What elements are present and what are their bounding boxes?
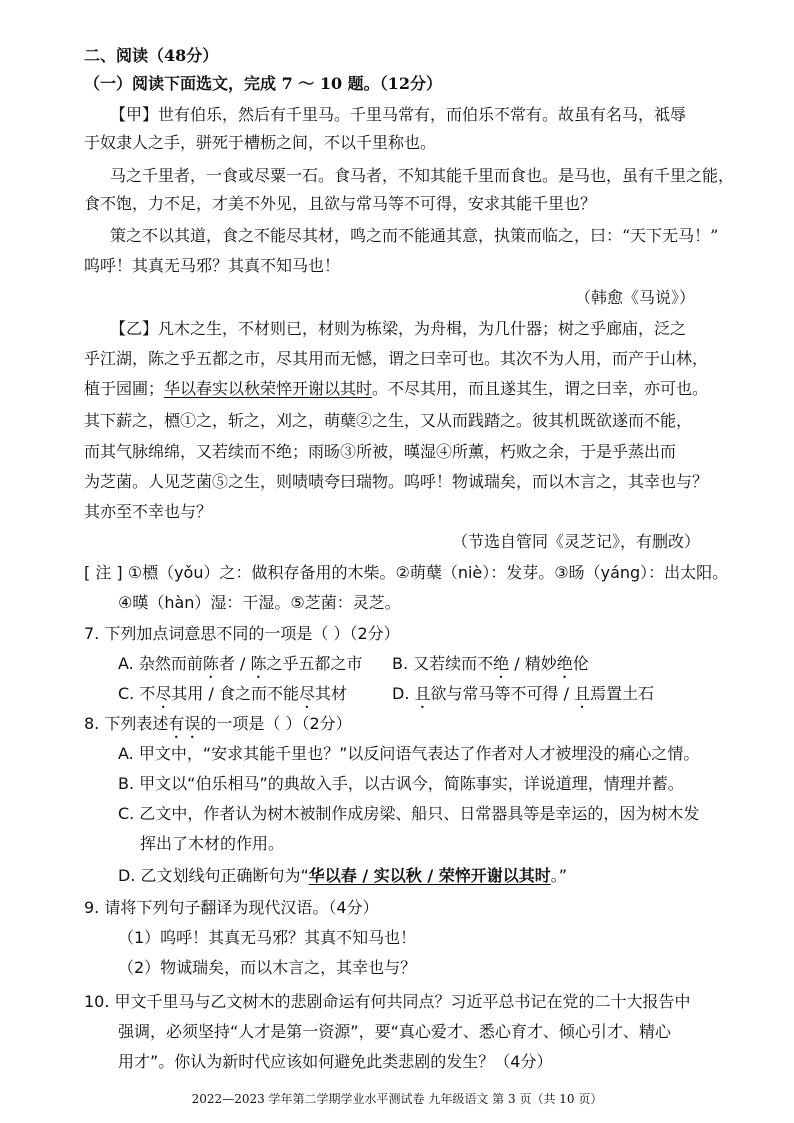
q8-stem: 8. 下列表述有误的一项是（ ）（2分） <box>84 714 352 733</box>
q7-d-dotted-word-2: 且 <box>574 684 591 703</box>
q7-option-a: A. 杂然而前陈者 / 陈之乎五都之市 <box>118 654 363 673</box>
yi-line4: 其下薪之，槱①之，斩之，刈之，萌蘖②之生，又从而践踏之。彼其机既欲遂而不能， <box>84 411 693 430</box>
q8-option-b: B. 甲文以“伯乐相马”的典故入手，以古讽今，简陈事实，详说道理，情理并蓄。 <box>118 774 684 793</box>
q7-d-dotted-word-1: 且 <box>414 684 431 703</box>
jia-p3-line1: 策之不以其道，食之不能尽其材，鸣之而不能通其意，执策而临之，曰：“天下无马！” <box>110 226 719 245</box>
yi-line1: 【乙】凡木之生，不材则已，材则为栋梁，为舟楫，为几什器；树之乎廊庙，泛之 <box>110 319 687 338</box>
q10-line3: 用才”。你认为新时代应该如何避免此类悲剧的发生？（4分） <box>118 1052 553 1071</box>
q7-c-dotted-word-1: 尽 <box>155 684 172 703</box>
q8-dotted-char-1: 有 <box>168 714 185 733</box>
q7-c-dotted-word-2: 尽 <box>298 684 315 703</box>
q9-stem: 9. 请将下列句子翻译为现代汉语。（4分） <box>84 898 379 917</box>
q9-sentence-1: （1）呜呼！其真无马邪？其真不知马也！ <box>118 928 417 947</box>
part1-title: （一）阅读下面选文，完成 7 ～ 10 题。（12分） <box>84 74 442 93</box>
q8-option-d: D. 乙文划线句正确断句为“华以春 / 实以秋 / 荣悴开谢以其时。” <box>118 866 568 885</box>
yi-source: （节选自管同《灵芝记》，有删改） <box>452 532 701 551</box>
yi-underlined-sentence: 华以春实以秋荣悴开谢以其时 <box>164 379 373 398</box>
q7-stem: 7. 下列加点词意思不同的一项是（ ）（2分） <box>84 624 400 643</box>
jia-p3-line2: 呜呼！其真无马邪？其真不知马也！ <box>84 256 341 275</box>
page-footer: 2022—2023 学年第二学期学业水平测试卷 九年级语文 第 3 页（共 10 页） <box>191 1092 603 1106</box>
q7-option-c: C. 不尽其用 / 食之而不能尽其材 <box>118 684 347 703</box>
q8-option-c-line2: 挥出了木材的作用。 <box>140 834 285 853</box>
jia-p2-line2: 食不饱，力不足，才美不外见，且欲与常马等不可得，安求其能千里也？ <box>84 194 597 213</box>
q8-d-underlined-answer: 华以春 / 实以秋 / 荣悴开谢以其时 <box>308 866 551 885</box>
jia-p2-line1: 马之千里者，一食或尽粟一石。食马者，不知其能千里而食也。是马也，虽有千里之能， <box>110 166 735 185</box>
yi-line5: 而其气脉绵绵，又若续而不绝；雨旸③所被，暵湿④所薰，朽败之余，于是乎蒸出而 <box>84 442 677 461</box>
q7-option-d: D. 且欲与常马等不可得 / 且焉置土石 <box>392 684 655 703</box>
q9-sentence-2: （2）物诚瑞矣，而以木言之，其幸也与？ <box>118 958 417 977</box>
q8-option-c-line1: C. 乙文中，作者认为树木被制作成房梁、船只、日常器具等是幸运的，因为树木发 <box>118 804 700 823</box>
jia-source: （韩愈《马说》） <box>575 288 696 307</box>
q7-b-dotted-word-2: 绝 <box>556 654 573 673</box>
yi-line7: 其亦至不幸也与？ <box>84 502 213 521</box>
q7-a-dotted-word-1: 陈 <box>202 654 219 673</box>
q10-line2: 强调，必须坚持“人才是第一资源”，要“真心爱才、悉心育才、倾心引才、精心 <box>118 1022 671 1041</box>
q8-dotted-char-2: 误 <box>184 714 201 733</box>
q7-a-dotted-word-2: 陈 <box>250 654 267 673</box>
notes-line2: ④暵（hàn）湿：干湿。⑤芝菌：灵芝。 <box>118 593 401 612</box>
yi-line3-end: 。不尽其用，而且遂其生，谓之曰幸，亦可也。 <box>372 379 709 398</box>
q8-option-a: A. 甲文中，“安求其能千里也？”以反问语气表达了作者对人才被埋没的痛心之情。 <box>118 744 700 763</box>
yi-line6: 为芝菌。人见芝菌⑤之生，则啧啧夸曰瑞物。呜呼！物诚瑞矣，而以木言之，其幸也与？ <box>84 472 709 491</box>
notes-line1: [ 注 ] ①槱（yǒu）之：做积存备用的木柴。②萌蘖（niè）：发芽。③旸（yáng）：出太阳。 <box>84 563 729 582</box>
yi-line3 <box>84 379 708 399</box>
jia-p1-line1: 【甲】世有伯乐，然后有千里马。千里马常有，而伯乐不常有。故虽有名马，祗辱 <box>110 105 687 124</box>
yi-line3-start: 植于园圃； <box>84 379 165 398</box>
q7-option-b: B. 又若续而不绝 / 精妙绝伦 <box>392 654 589 673</box>
section-title: 二、阅读（48分） <box>84 46 219 65</box>
q10-line1: 10. 甲文千里马与乙文树木的悲剧命运有何共同点？习近平总书记在党的二十大报告中 <box>84 992 691 1011</box>
yi-line2: 乎江湖，陈之乎五都之市，尽其用而无憾，谓之曰幸可也。其次不为人用，而产于山林， <box>84 349 709 368</box>
jia-p1-line2: 于奴隶人之手，骈死于槽枥之间，不以千里称也。 <box>84 133 437 152</box>
q7-b-dotted-word-1: 绝 <box>493 654 510 673</box>
